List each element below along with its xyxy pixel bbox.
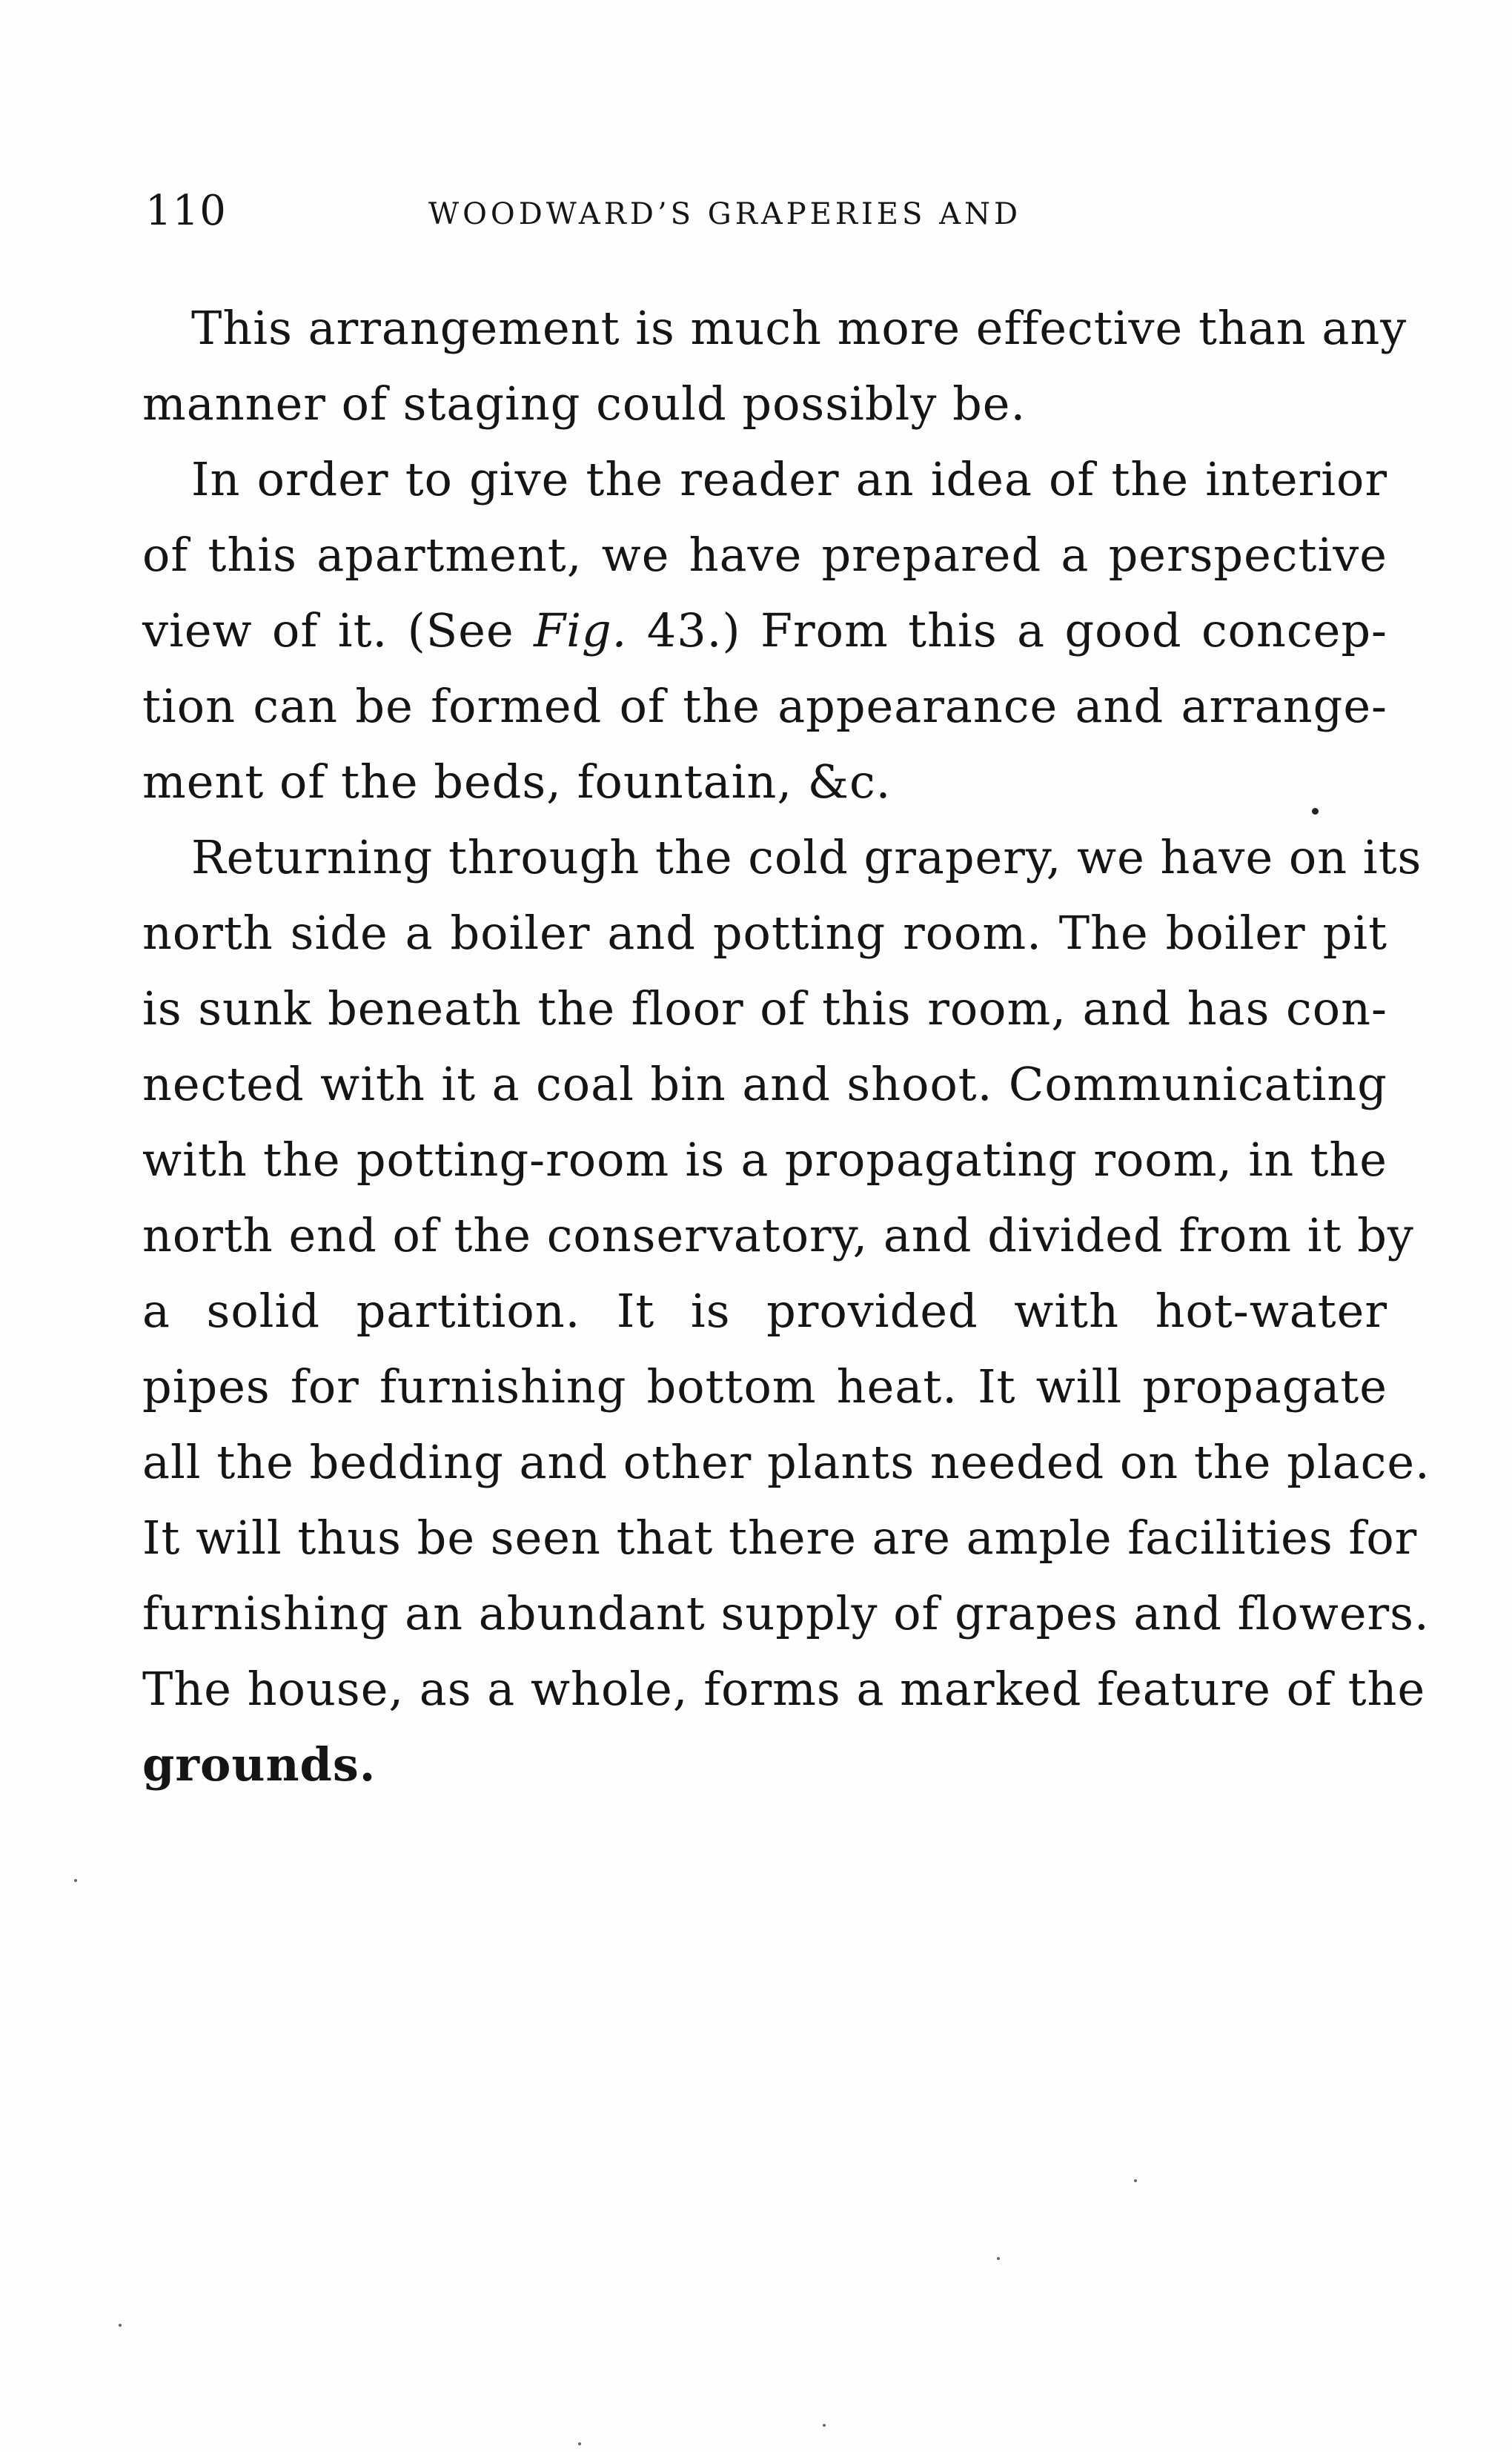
text-fragment: view of it. (See — [142, 603, 534, 657]
ink-speck — [823, 2424, 826, 2427]
text-line: The house, as a whole, forms a marked feature of the — [142, 1662, 1426, 1716]
page-number: 110 — [145, 187, 227, 235]
text-line: all the bedding and other plants needed on the place. — [142, 1435, 1430, 1489]
text-line: nected with it a coal bin and shoot. Communicating — [142, 1057, 1387, 1111]
text-line: north side a boiler and potting room. The boiler pit — [142, 906, 1387, 960]
text-line: north end of the conservatory, and divided from it by — [142, 1208, 1414, 1262]
ink-speck — [119, 2324, 122, 2327]
text-line: ment of the beds, fountain, &c. — [142, 755, 892, 809]
text-line: a solid partition. It is provided with hot-water — [142, 1284, 1387, 1338]
text-line: furnishing an abundant supply of grapes and flowers. — [142, 1586, 1430, 1640]
text-line: pipes for furnishing bottom heat. It will propagate — [142, 1359, 1387, 1414]
text-line: In order to give the reader an idea of the interior — [191, 452, 1387, 506]
text-line: with the potting-room is a propagating room, in the — [142, 1133, 1387, 1187]
text-line: It will thus be seen that there are ample facilities for — [142, 1511, 1418, 1565]
text-line: Returning through the cold grapery, we have on its — [191, 830, 1422, 884]
running-head — [145, 187, 1376, 246]
running-head-title: WOODWARD’S GRAPERIES AND — [428, 197, 1022, 231]
text-line: is sunk beneath the floor of this room, and has con- — [142, 981, 1387, 1036]
text-fragment: 43.) From this a good concep- — [627, 603, 1387, 657]
body-text — [142, 291, 1430, 1803]
text-line: tion can be formed of the appearance and arrange- — [142, 679, 1387, 733]
text-line: This arrangement is much more effective than any — [191, 301, 1407, 355]
figure-reference: Fig. — [534, 603, 628, 657]
ink-speck — [1312, 808, 1319, 815]
text-line: of this apartment, we have prepared a perspective — [142, 528, 1387, 582]
ink-speck — [578, 2442, 581, 2445]
text-line: manner of staging could possibly be. — [142, 377, 1027, 431]
ink-speck — [74, 1879, 77, 1882]
text-line — [142, 593, 1387, 669]
ink-speck — [1134, 2179, 1137, 2182]
ink-speck — [997, 2257, 1000, 2260]
text-line: grounds. — [142, 1737, 377, 1792]
